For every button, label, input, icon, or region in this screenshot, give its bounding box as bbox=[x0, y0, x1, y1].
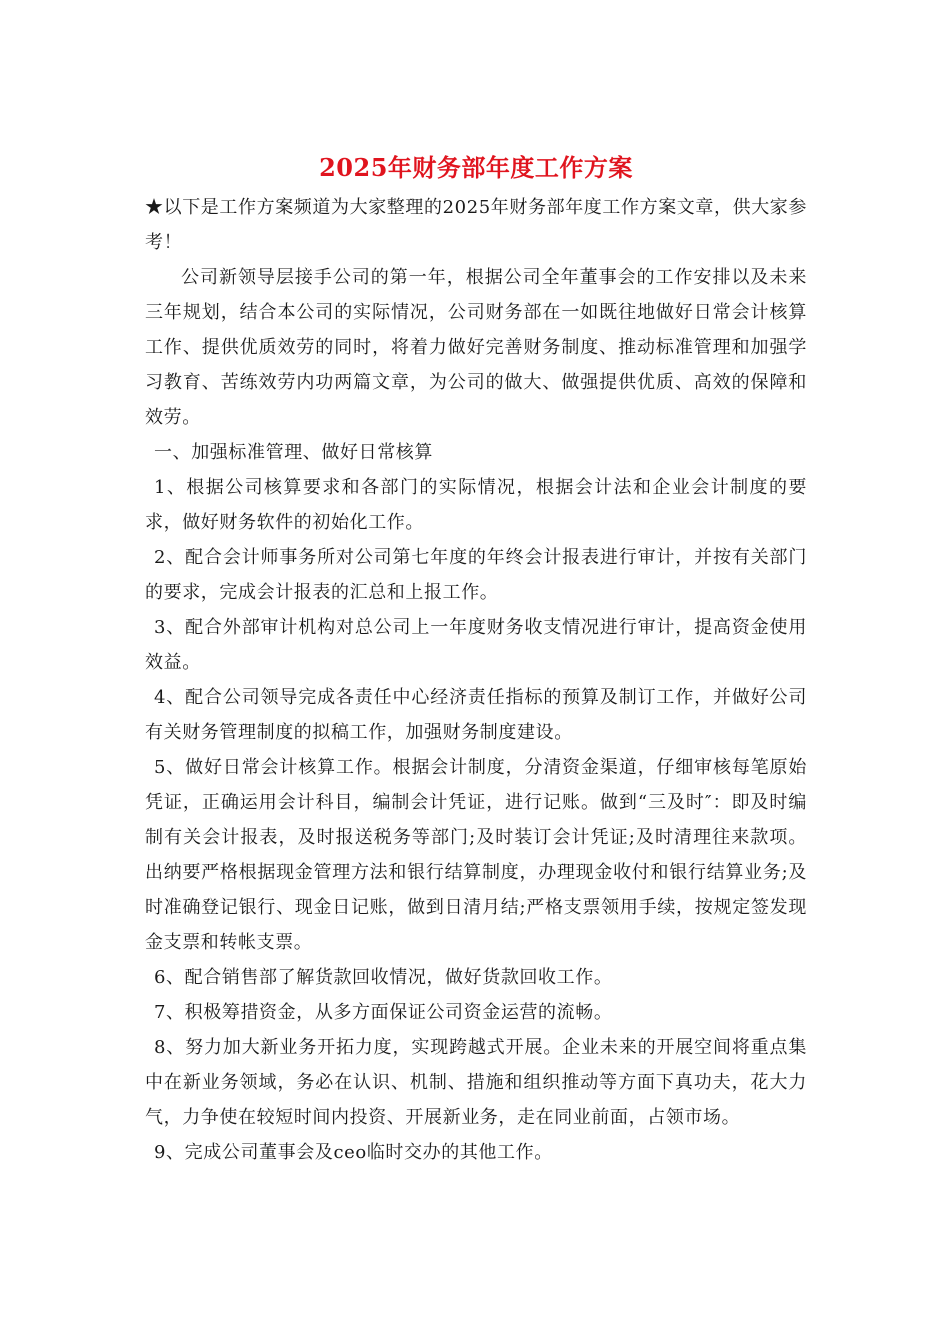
list-item: 4、配合公司领导完成各责任中心经济责任指标的预算及制订工作，并做好公司有关财务管理制度的拟稿工作，加强财务制度建设。 bbox=[145, 687, 807, 743]
list-item: 7、积极筹措资金，从多方面保证公司资金运营的流畅。 bbox=[154, 1002, 613, 1023]
list-item: 1、根据公司核算要求和各部门的实际情况，根据会计法和企业会计制度的要求，做好财务软件的初始化工作。 bbox=[145, 477, 807, 533]
intro-paragraph: ★以下是工作方案频道为大家整理的2025年财务部年度工作方案文章，供大家参考！ bbox=[145, 197, 808, 253]
document-title: 2025年财务部年度工作方案 bbox=[319, 153, 633, 182]
list-item: 5、做好日常会计核算工作。根据会计制度，分清资金渠道，仔细审核每笔原始凭证，正确运用会计科目，编制会计凭证，进行记账。做到“三及时″：即及时编制有关会计报表，及时报送税务等部门;及时装订会计凭证;及时清理往来款项。出纳要严格根据现金管理方法和银行结算制度，办理现金收付和银行结算业务;及时准确登记银行、现金日记账，做到日清月结;严格支票领用手续，按规定签发现金支票和转帐支票。 bbox=[145, 757, 807, 953]
body-paragraph: 公司新领导层接手公司的第一年，根据公司全年董事会的工作安排以及未来三年规划，结合本公司的实际情况，公司财务部在一如既往地做好日常会计核算工作、提供优质效劳的同时，将着力做好完善财务制度、推动标准管理和加强学习教育、苦练效劳内功两篇文章，为公司的做大、做强提供优质、高效的保障和效劳。 bbox=[145, 267, 807, 428]
list-item: 6、配合销售部了解货款回收情况，做好货款回收工作。 bbox=[154, 967, 613, 988]
list-item: 8、努力加大新业务开拓力度，实现跨越式开展。企业未来的开展空间将重点集中在新业务领域，务必在认识、机制、措施和组织推动等方面下真功夫，花大力气，力争使在较短时间内投资、开展新业务，走在同业前面，占领市场。 bbox=[145, 1037, 807, 1128]
list-item: 3、配合外部审计机构对总公司上一年度财务收支情况进行审计，提高资金使用效益。 bbox=[145, 617, 807, 673]
section-heading: 一、加强标准管理、做好日常核算 bbox=[154, 442, 433, 463]
list-item: 9、完成公司董事会及ceo临时交办的其他工作。 bbox=[154, 1142, 553, 1163]
list-item: 2、配合会计师事务所对公司第七年度的年终会计报表进行审计，并按有关部门的要求，完成会计报表的汇总和上报工作。 bbox=[145, 547, 807, 603]
document-page bbox=[145, 148, 807, 1170]
